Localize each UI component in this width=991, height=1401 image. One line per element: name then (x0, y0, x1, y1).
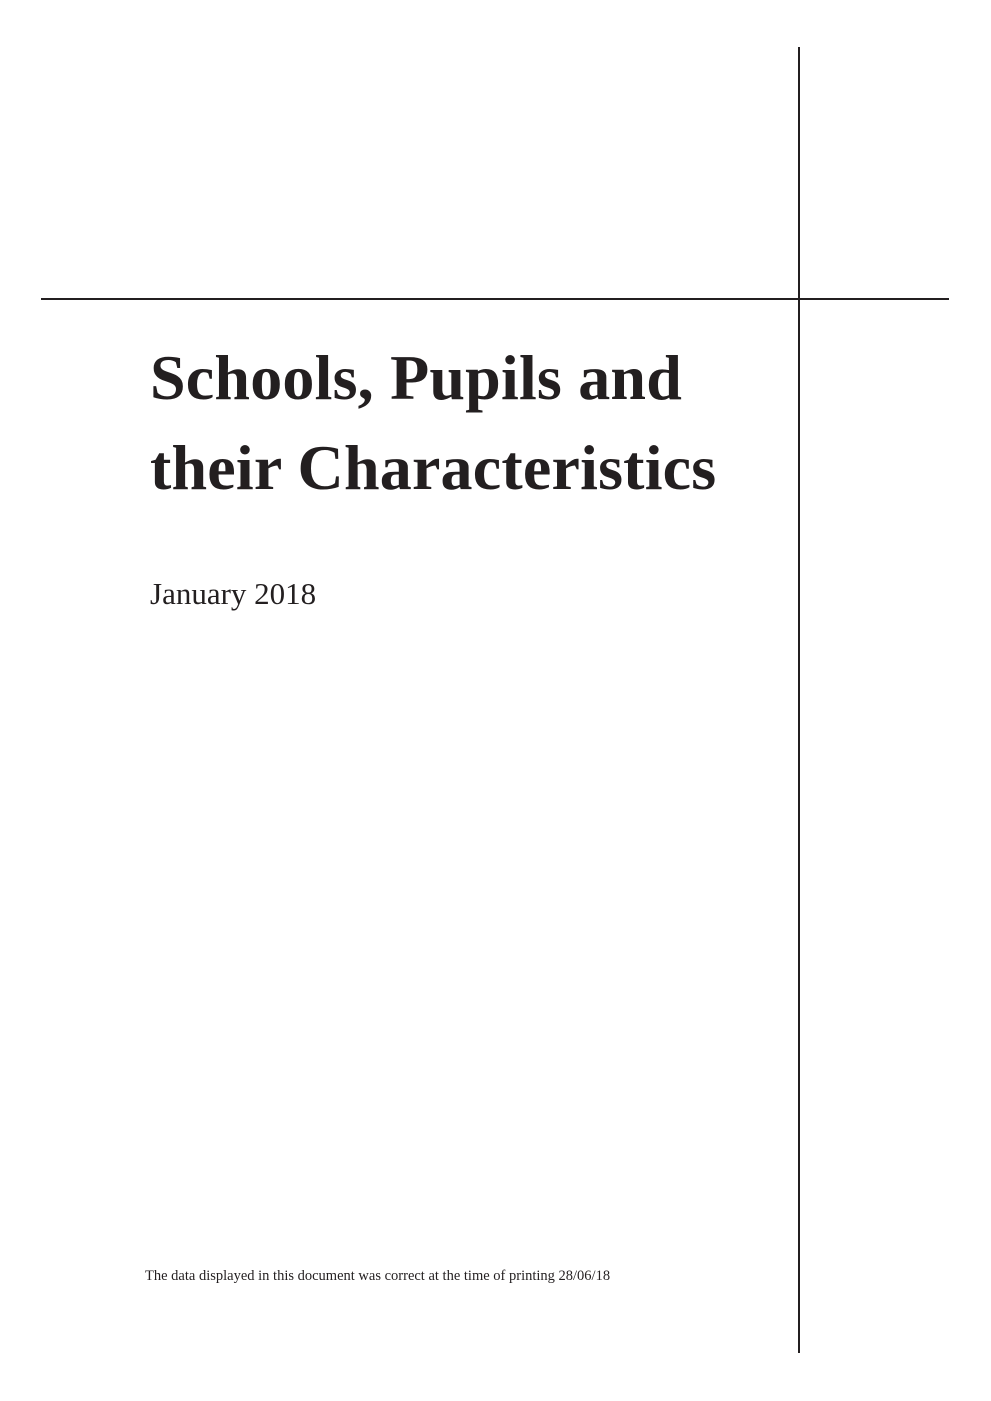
title-line-1: Schools, Pupils and (150, 342, 683, 413)
document-title (150, 333, 716, 513)
horizontal-rule (41, 298, 949, 300)
printing-footnote: The data displayed in this document was correct at the time of printing 28/06/18 (145, 1268, 611, 1284)
vertical-rule (798, 47, 800, 1353)
title-line-2: their Characteristics (150, 432, 717, 503)
publication-date: January 2018 (150, 576, 317, 611)
